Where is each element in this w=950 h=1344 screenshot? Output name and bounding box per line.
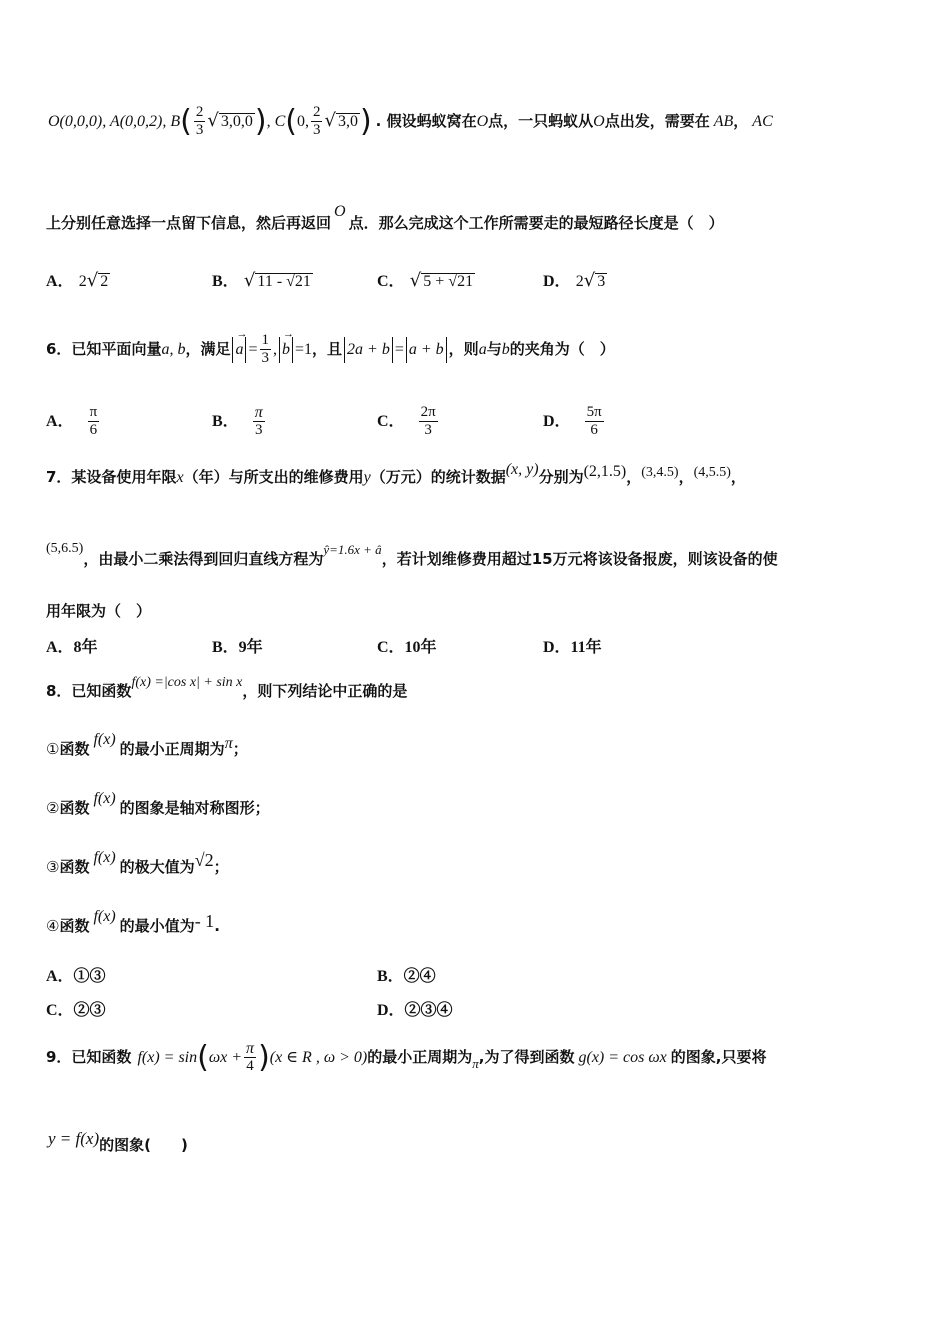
q5-points-line: O(0,0,0), A(0,0,2), B( $\frac{2}{3}$ √ 3,0,0), C(0, $\frac{2}{3}$ √ 3,0) . 假设蚂蚁窝在O点，一只蚂蚁从O点出发，需要在 AB， AC bbox=[48, 104, 773, 139]
q8-option-b[interactable]: B．②④ bbox=[377, 968, 436, 985]
q8-option-c[interactable]: C．②③ bbox=[46, 1002, 106, 1019]
q5-stem-line2: 上分别任意选择一点留下信息，然后再返回O点．那么完成这个工作所需要走的最短路径长度是（ ） bbox=[46, 203, 724, 232]
c-fraction: $\frac{2}{3}$ bbox=[312, 104, 321, 138]
q5-option-d[interactable]: D． 2√ 3 bbox=[543, 270, 606, 291]
c-rest: 3,0 bbox=[337, 113, 358, 130]
q6-option-c[interactable]: C． $\frac{2\pi}{3}$ bbox=[377, 404, 436, 438]
vector-a: → a bbox=[235, 341, 243, 359]
q6-option-a[interactable]: A． $\frac{\pi}{6}$ bbox=[46, 404, 98, 438]
q6-option-d[interactable]: D． $\frac{5\pi}{6}$ bbox=[543, 404, 602, 438]
q6-stem: 6．已知平面向量a, b，满足→ a = $\frac{1}{3}$ ,→ b =1，且 2a + b = a + b ，则a与b的夹角为（ ） bbox=[46, 332, 950, 367]
q7-option-d[interactable]: D．11年 bbox=[543, 639, 602, 656]
q5-option-c[interactable]: C． √ 5 + √21 bbox=[377, 270, 474, 291]
q7-stem-line2: (5,6.5)，由最小二乘法得到回归直线方程为ŷ=1.6x + â，若计划维修费用超过15万元将该设备报废，则该设备的使 bbox=[46, 541, 778, 568]
q6-option-b[interactable]: B． $\frac{\pi}{3}$ bbox=[212, 404, 263, 438]
q7-option-c[interactable]: C．10年 bbox=[377, 639, 437, 656]
q8-item-4: ④函数f(x)的最小值为- 1. bbox=[46, 908, 220, 935]
q9-stem-line1: 9．已知函数 f(x) = sin(ωx + $\frac{\pi}{4}$ )(x ∈ R , ω > 0)的最小正周期为π,为了得到函数 g(x) = cos ωx 的图象,只要将 bbox=[46, 1040, 767, 1075]
q5-text1: . 假设蚂蚁窝在 bbox=[375, 112, 477, 130]
point-o: O(0,0,0) bbox=[48, 113, 103, 130]
point-a-b: , A(0,0,2), B bbox=[102, 113, 181, 130]
q7-stem-line1: 7．某设备使用年限x（年）与所支出的维修费用y（万元）的统计数据(x, y)分别为(2,1.5)，(3,4.5)，(4,5.5)， bbox=[46, 461, 746, 486]
q8-option-a[interactable]: A．①③ bbox=[46, 968, 106, 985]
q6-fraction: $\frac{1}{3}$ bbox=[261, 332, 269, 366]
q8-item-2: ②函数f(x)的图象是轴对称图形； bbox=[46, 790, 270, 817]
q9-stem-line2: y = f(x)的图象( ) bbox=[48, 1129, 188, 1154]
q7-option-a[interactable]: A．8年 bbox=[46, 639, 98, 656]
q7-option-b[interactable]: B．9年 bbox=[212, 639, 263, 656]
b-rest: 3,0,0 bbox=[220, 113, 253, 130]
q7-stem-line3: 用年限为（ ） bbox=[46, 602, 152, 620]
vector-b: → b bbox=[282, 341, 290, 359]
q8-item-1: ①函数f(x)的最小正周期为π； bbox=[46, 731, 248, 758]
point-c-label: , C bbox=[266, 113, 286, 130]
q8-item-3: ③函数f(x)的极大值为√2； bbox=[46, 849, 229, 876]
q5-option-a[interactable]: A． 2√ 2 bbox=[46, 270, 109, 291]
b-fraction: $\frac{2}{3}$ bbox=[195, 104, 204, 138]
q8-stem: 8．已知函数f(x) =|cos x| + sin x，则下列结论中正确的是 bbox=[46, 675, 408, 700]
q5-option-b[interactable]: B． √ 11 - √21 bbox=[212, 270, 311, 291]
q9-fraction: $\frac{\pi}{4}$ bbox=[246, 1040, 255, 1074]
q8-option-d[interactable]: D．②③④ bbox=[377, 1002, 453, 1019]
